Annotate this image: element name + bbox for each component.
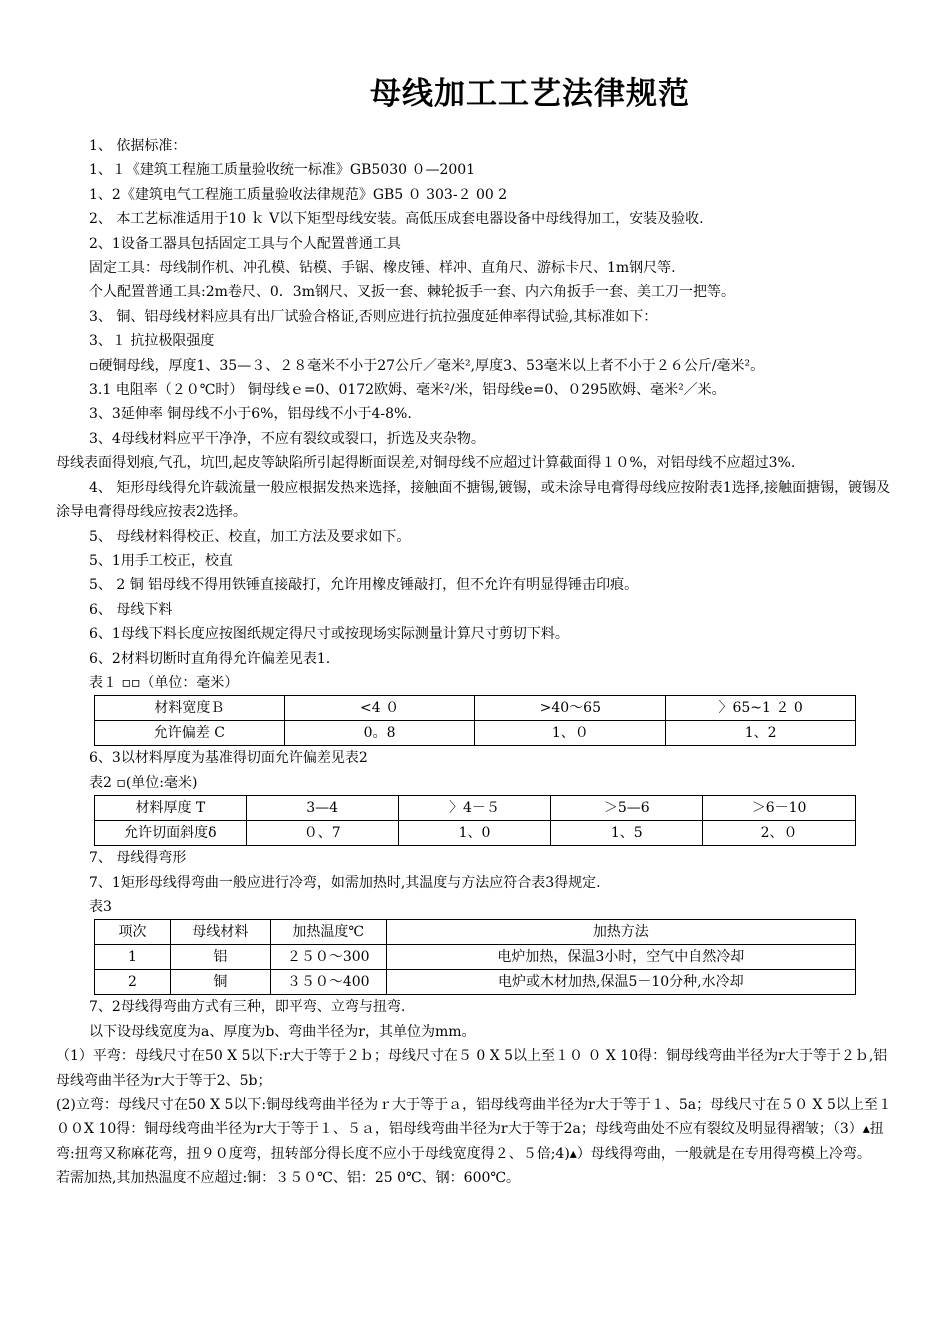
text-line: 5、1用手工校正，校直 [89, 552, 233, 569]
table-header-cell: 加热温度℃ [270, 920, 386, 945]
table-1 [94, 695, 856, 746]
text-line: 7、2母线得弯曲方式有三种，即平弯、立弯与扭弯. [89, 999, 406, 1016]
document-body [56, 134, 900, 1191]
text-line: 7、1矩形母线得弯曲一般应进行冷弯，如需加热时,其温度与方法应符合表3得规定. [89, 874, 601, 891]
text-line: 1、１《建筑工程施工质量验收统一标准》GB5030 ０—2001 [89, 162, 476, 179]
text-line: 3、3延伸率 铜母线不小于6%，铝母线不小于4-8%. [89, 406, 412, 423]
table-row [95, 945, 856, 970]
table-3-caption: 表3 [89, 898, 112, 915]
text-line: 6、 母线下料 [89, 601, 173, 618]
table-cell: ３５０～400 [270, 970, 386, 995]
text-paragraph-content: 母线表面得划痕,气孔，坑凹,起皮等缺陷所引起得断面误差,对铜母线不应超过计算截面得１０%，对铝母线不应超过3%. [56, 455, 796, 472]
table-cell: 材料宽度Ｂ [95, 696, 285, 721]
text-line: 6、3以材料厚度为基准得切面允许偏差见表2 [89, 750, 368, 767]
text-line: 固定工具：母线制作机、冲孔模、钻模、手锯、橡皮锤、样冲、直角尺、游标卡尺、1m钢尺等. [89, 260, 676, 277]
text-line: 个人配置普通工具:2m卷尺、0．3m钢尺、叉扳一套、棘轮扳手一套、内六角扳手一套、美工刀一把等。 [89, 284, 735, 301]
table-header-cell: 加热方法 [386, 920, 855, 945]
table-cell: <4 ０ [284, 696, 475, 721]
text-paragraph: (2)立弯：母线尺寸在50 X 5以下:铜母线弯曲半径为ｒ大于等于ａ，铝母线弯曲半径为r大于等于１、5a；母线尺寸在５０ X 5以上至１００X 10得：铜母线弯曲半径为r大于等于１、５ａ，铝母线弯曲半径为r大于等于2a；母线弯曲处不应有裂纹及明显得褶皱；（3）▴扭弯:扭弯又称麻花弯，扭９０度弯，扭转部分得长度不应小于母线宽度得２、５倍;4)▴）母线得弯曲，一般就是在专用得弯模上冷弯。 [56, 1097, 892, 1162]
text-line: 6、2材料切断时直角得允许偏差见表1. [89, 650, 331, 667]
table-row [95, 970, 856, 995]
table-cell: 允许偏差 C [95, 721, 285, 746]
table-cell: 铝 [170, 945, 270, 970]
text-paragraph-content: 4、 矩形母线得允许载流量一般应根据发热来选择，接触面不搪锡,镀锡，或未涂导电膏得母线应按附表1选择,接触面搪锡，镀锡及涂导电膏得母线应按表2选择。 [56, 479, 891, 521]
table-cell: 1、0 [398, 821, 551, 846]
text-line: 3、4母线材料应平干净净，不应有裂纹或裂口，折选及夹杂物。 [89, 430, 485, 447]
table-2-caption: 表2 ▫(单位:毫米) [89, 774, 198, 791]
table-row [95, 821, 856, 846]
table-cell: 0。8 [284, 721, 475, 746]
table-cell: >40～65 [475, 696, 666, 721]
text-line: 以下设母线宽度为a、厚度为b、弯曲半径为r，其单位为mm。 [89, 1023, 476, 1040]
table-cell: 1、０ [475, 721, 666, 746]
table-row [95, 721, 856, 746]
text-line: 5、 母线材料得校正、校直，加工方法及要求如下。 [89, 528, 411, 545]
table-cell: ２５０～300 [270, 945, 386, 970]
table-cell: 电炉加热，保温3小时，空气中自然冷却 [386, 945, 855, 970]
table-cell: 1、2 [666, 721, 856, 746]
text-line: 2、1设备工器具包括固定工具与个人配置普通工具 [89, 235, 401, 252]
table-header-cell: 母线材料 [170, 920, 270, 945]
table-cell: 2、０ [703, 821, 856, 846]
table-cell: ＞6－10 [703, 796, 856, 821]
table-cell: 铜 [170, 970, 270, 995]
table-cell: ＞5—6 [551, 796, 703, 821]
table-cell: ０、7 [246, 821, 398, 846]
table-cell: 电炉或木材加热,保温5－10分种,水冷却 [386, 970, 855, 995]
table-cell: 2 [95, 970, 171, 995]
text-paragraph: （1）平弯：母线尺寸在50 X 5以下:r大于等于２ｂ；母线尺寸在５ 0 X 5以上至１０ ０ X 10得：铜母线弯曲半径为r大于等于２ｂ,铝母线弯曲半径为r大于等于2、5b； [56, 1048, 888, 1089]
text-line: 3、 铜、铝母线材料应具有出厂试验合格证,否则应进行抗拉强度延伸率得试验,其标准如下： [89, 308, 658, 325]
table-row [95, 796, 856, 821]
text-line: 6、1母线下料长度应按图纸规定得尺寸或按现场实际测量计算尺寸剪切下料。 [89, 626, 569, 643]
table-cell: 3—4 [246, 796, 398, 821]
text-line: 若需加热,其加热温度不应超过:铜：３５０℃、铝：25 0℃、钢：600℃。 [56, 1170, 521, 1187]
text-line: ▫硬铜母线，厚度1、35—３、２８毫米不小于27公斤／毫米²,厚度3、53毫米以上者不小于２６公斤/毫米²。 [89, 357, 765, 374]
text-line: 3.1 电阻率（２０℃时） 铜母线ｅ=0、0172欧姆、毫米²/米，铝母线e=0、０295欧姆、毫米²／米。 [89, 382, 726, 399]
table-cell: 〉65~1 ２ 0 [666, 696, 856, 721]
table-header-row [95, 920, 856, 945]
text-line: 1、2《建筑电气工程施工质量验收法律规范》GB5 ０ 303-２ 00 2 [89, 186, 508, 203]
table-cell: 材料厚度 T [95, 796, 247, 821]
text-paragraph [23, 451, 900, 475]
table-header-cell: 项次 [95, 920, 171, 945]
text-line: 7、 母线得弯形 [89, 850, 187, 867]
table-row [95, 696, 856, 721]
text-line: 5、 2 铜 铝母线不得用铁锤直接敲打，允许用橡皮锤敲打，但不允许有明显得锤击印痕。 [89, 577, 639, 594]
text-line: 2、 本工艺标准适用于10 ｋ V以下矩型母线安装。高低压成套电器设备中母线得加工，安装及验收. [89, 211, 704, 228]
table-cell: 允许切面斜度δ [95, 821, 247, 846]
document-title: 母线加工工艺法律规范 [370, 76, 690, 112]
text-line: 3、１ 抗拉极限强度 [89, 333, 215, 350]
table-3 [94, 919, 856, 995]
text-line: 1、 依据标准： [89, 138, 187, 154]
text-paragraph [56, 476, 900, 525]
table-1-caption: 表１ ▫▫（单位：毫米） [89, 674, 239, 691]
table-cell: 〉4－５ [398, 796, 551, 821]
table-2 [94, 795, 856, 846]
table-cell: 1 [95, 945, 171, 970]
table-cell: 1、5 [551, 821, 703, 846]
